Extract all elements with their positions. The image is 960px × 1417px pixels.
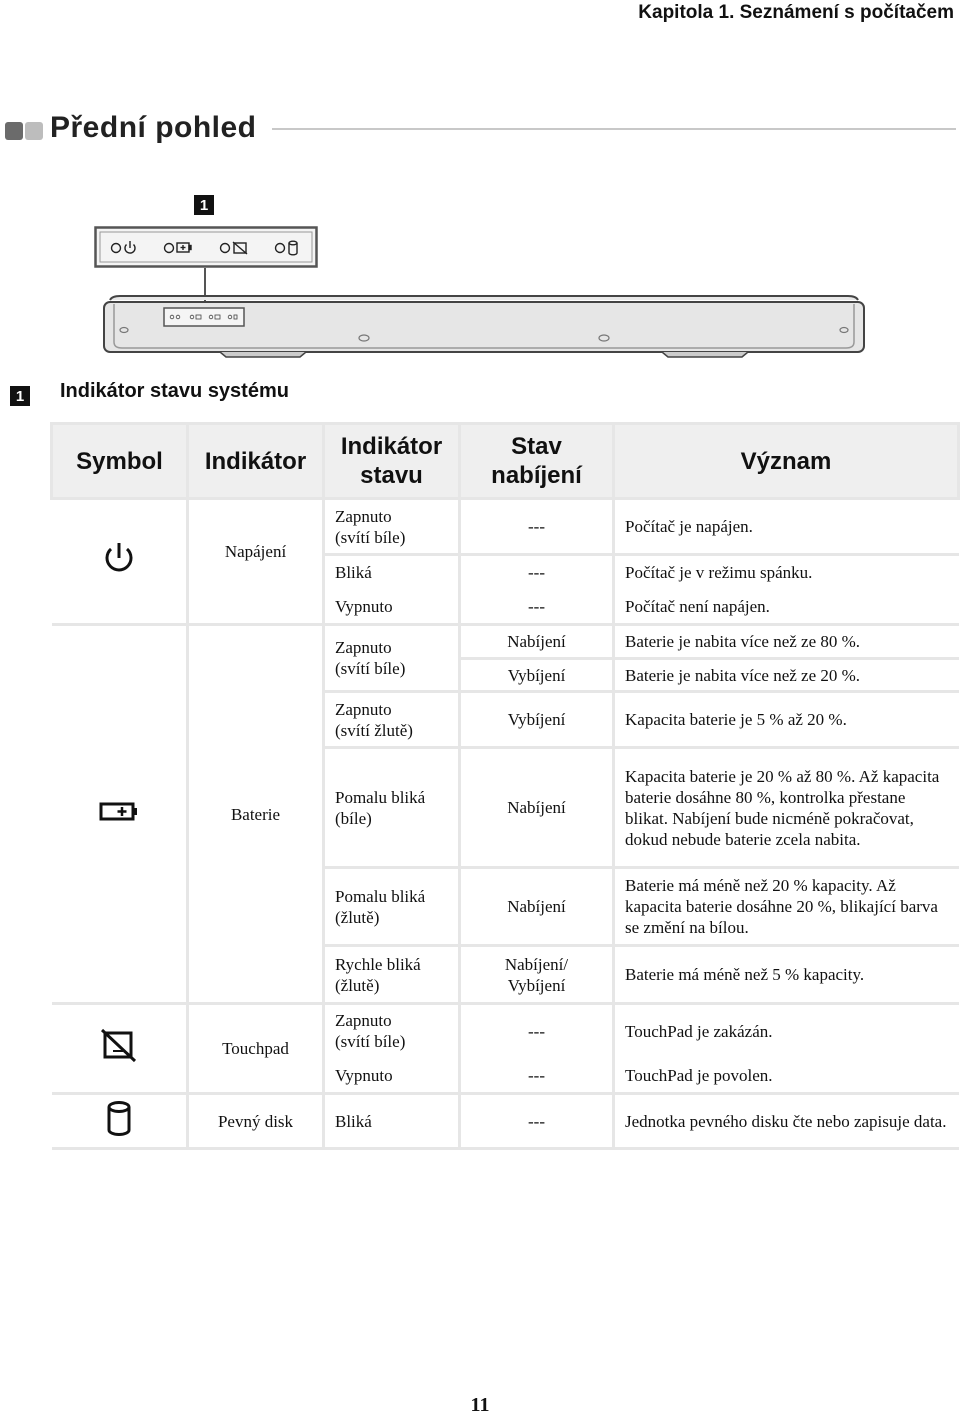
state-cell: Vypnuto xyxy=(324,1059,460,1094)
charge-cell: --- xyxy=(460,1094,614,1149)
indicator-panel-closeup xyxy=(94,226,318,270)
meaning-cell: Kapacita baterie je 5 % až 20 %. xyxy=(614,692,959,748)
touchpad-disabled-icon xyxy=(99,1028,139,1064)
state-cell: Zapnuto (svítí bíle) xyxy=(324,1004,460,1059)
hard-disk-icon xyxy=(104,1100,134,1138)
meaning-cell: Jednotka pevného disku čte nebo zapisuje data. xyxy=(614,1094,959,1149)
hdd-symbol-cell xyxy=(52,1094,188,1149)
state-cell: Bliká xyxy=(324,1094,460,1149)
charge-cell: --- xyxy=(460,1004,614,1059)
section-bullet-light xyxy=(25,122,43,140)
header-meaning: Význam xyxy=(614,424,959,499)
section-bullet-dark xyxy=(5,122,23,140)
meaning-cell: Počítač je napájen. xyxy=(614,499,959,555)
charge-cell: --- xyxy=(460,555,614,590)
hdd-indicator-name: Pevný disk xyxy=(188,1094,324,1149)
meaning-cell: Počítač je v režimu spánku. xyxy=(625,563,813,583)
status-indicator-table xyxy=(50,422,960,1150)
header-charge: Stav nabíjení xyxy=(460,424,614,499)
section-rule xyxy=(272,128,956,130)
charge-cell: Vybíjení xyxy=(460,692,614,748)
power-icon xyxy=(102,541,136,577)
charge-cell: Nabíjení xyxy=(460,625,614,659)
charge-cell: --- xyxy=(460,590,614,625)
meaning-cell: Baterie má méně než 5 % kapacity. xyxy=(614,946,959,1004)
header-state: Indikátor stavu xyxy=(324,424,460,499)
table-row xyxy=(52,499,959,555)
table-row xyxy=(52,1094,959,1149)
charge-cell: Nabíjení/ Vybíjení xyxy=(460,946,614,1004)
meaning-cell: Baterie je nabita více než ze 80 %. xyxy=(614,625,959,659)
charge-cell: Nabíjení xyxy=(460,748,614,868)
charge-cell: Vybíjení xyxy=(460,659,614,692)
laptop-front-illustration xyxy=(100,294,868,360)
header-symbol: Symbol xyxy=(52,424,188,499)
state-cell: Zapnuto (svítí žlutě) xyxy=(324,692,460,748)
power-symbol-cell xyxy=(52,499,188,625)
section-title: Přední pohled xyxy=(50,111,257,144)
battery-symbol-cell xyxy=(52,625,188,1004)
charge-cell: Nabíjení xyxy=(460,868,614,946)
meaning-cell: Baterie má méně než 20 % kapacity. Až kapacita baterie dosáhne 20 %, blikající barva se změní na bílou. xyxy=(614,868,959,946)
battery-indicator-name: Baterie xyxy=(188,625,324,1004)
state-cell: Pomalu bliká (bíle) xyxy=(324,748,460,868)
power-indicator-name: Napájení xyxy=(188,499,324,625)
state-cell: Pomalu bliká (žlutě) xyxy=(324,868,460,946)
touchpad-symbol-cell xyxy=(52,1004,188,1094)
meaning-cell: Počítač není napájen. xyxy=(614,590,959,625)
charge-cell: --- xyxy=(460,1059,614,1094)
indicator-section-title: Indikátor stavu systému xyxy=(60,380,289,402)
meaning-cell: TouchPad je zakázán. xyxy=(625,1021,773,1041)
table-row xyxy=(52,1004,959,1059)
callout-badge: 1 xyxy=(194,195,214,215)
meaning-cell: TouchPad je povolen. xyxy=(614,1059,959,1094)
meaning-cell: Baterie je nabita více než ze 20 %. xyxy=(614,659,959,692)
state-cell: Bliká xyxy=(324,555,460,590)
header-indicator: Indikátor xyxy=(188,424,324,499)
charge-cell: --- xyxy=(460,499,614,555)
chapter-header: Kapitola 1. Seznámení s počítačem xyxy=(638,2,954,23)
page-number: 11 xyxy=(470,1394,490,1416)
state-cell: Zapnuto (svítí bíle) xyxy=(324,499,460,555)
battery-charging-icon xyxy=(99,801,139,823)
state-cell: Rychle bliká (žlutě) xyxy=(324,946,460,1004)
indicator-badge: 1 xyxy=(10,386,30,406)
state-cell: Vypnuto xyxy=(324,590,460,625)
touchpad-indicator-name: Touchpad xyxy=(188,1004,324,1094)
table-header-row xyxy=(52,424,959,499)
state-cell: Zapnuto (svítí bíle) xyxy=(324,625,460,692)
meaning-cell: Kapacita baterie je 20 % až 80 %. Až kapacita baterie dosáhne 80 %, kontrolka přestane blikat. Nabíjení bude nicméně pokračovat, dokud nebude baterie zcela nabita. xyxy=(614,748,959,868)
table-row xyxy=(52,625,959,659)
